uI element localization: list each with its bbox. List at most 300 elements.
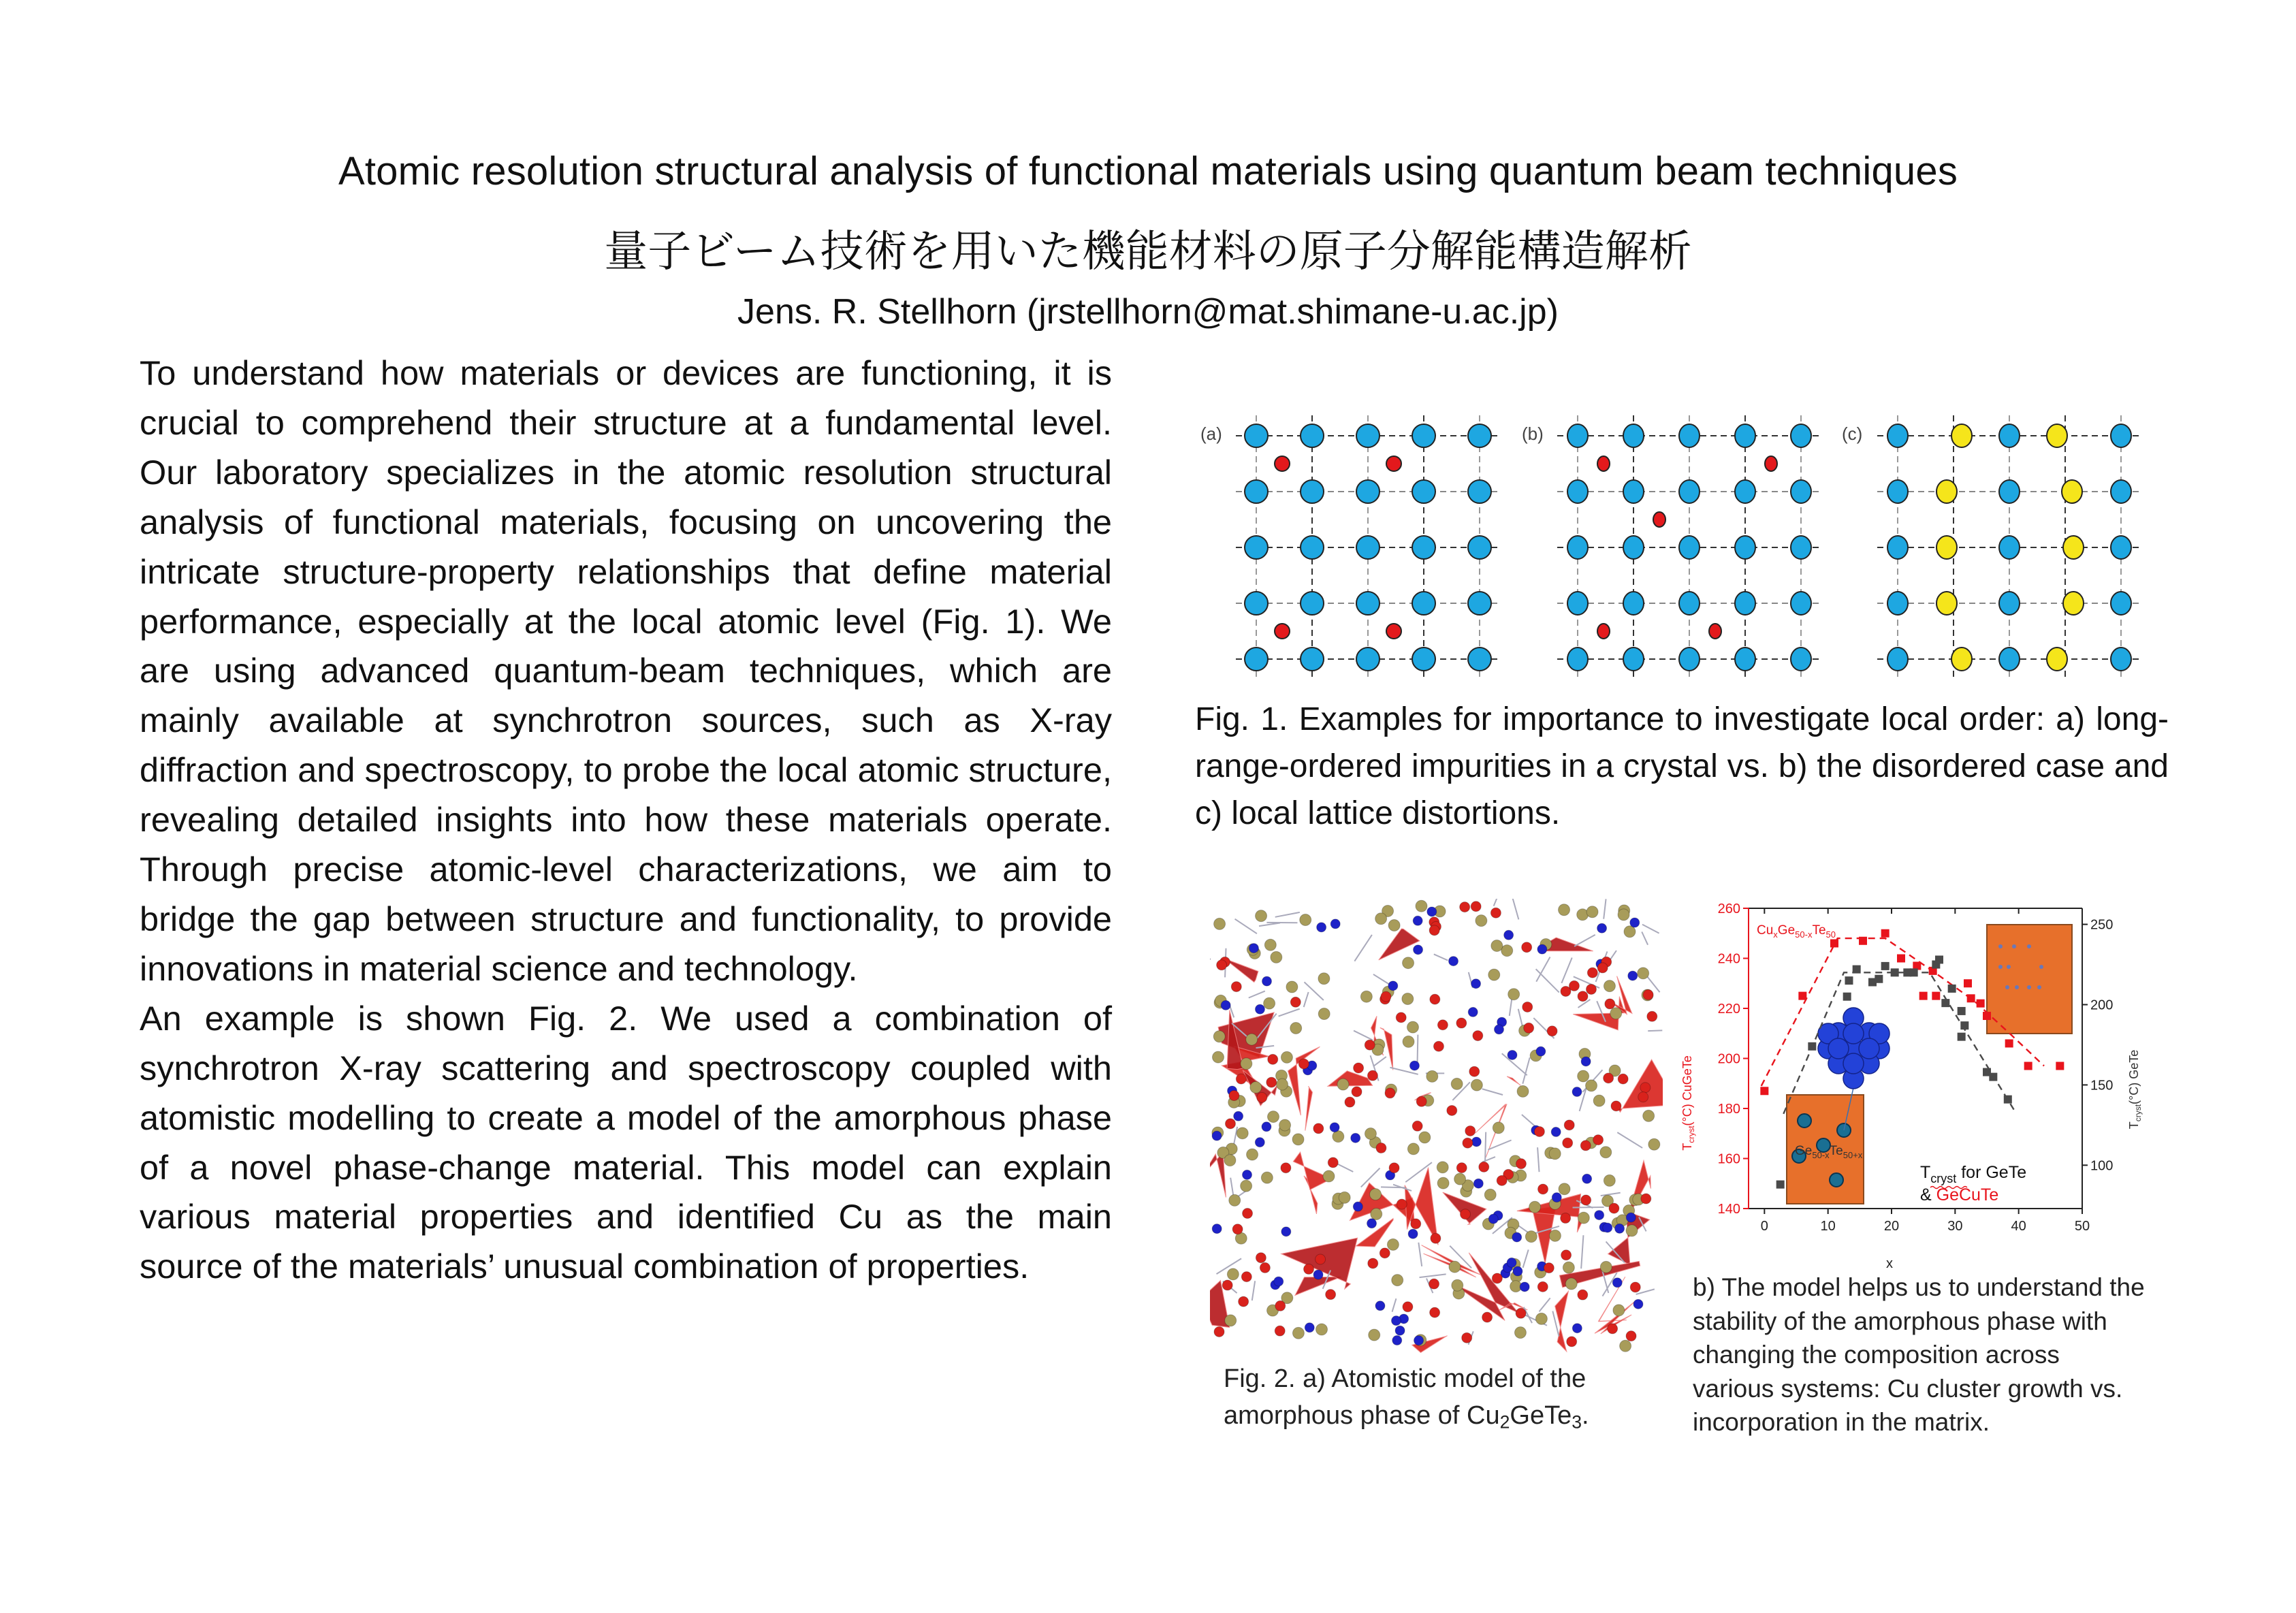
cu-atom <box>1524 1023 1534 1033</box>
te-atom <box>1290 1022 1302 1034</box>
ge-atom <box>1603 1223 1612 1232</box>
cu-atom <box>1456 1163 1467 1173</box>
te-atom <box>1339 1192 1350 1203</box>
bond <box>1648 1030 1662 1031</box>
ge-atom <box>1414 945 1423 955</box>
body-text <box>140 349 1112 1292</box>
data-point <box>1989 1073 1997 1081</box>
y-left-tick-label: 140 <box>1717 1202 1740 1217</box>
cu-atom <box>1569 980 1579 991</box>
ge-atom <box>1572 1087 1582 1097</box>
ge-atom <box>1330 919 1340 929</box>
host-atom <box>1999 480 2020 503</box>
cu-atom <box>1368 1258 1378 1268</box>
cu-atom <box>1416 1096 1426 1106</box>
host-atom <box>1412 424 1435 447</box>
host-atom <box>1356 424 1380 447</box>
bond <box>1373 974 1389 984</box>
x-tick-label: 0 <box>1760 1219 1768 1234</box>
cu-atom <box>1516 1308 1526 1318</box>
cu-atom <box>1462 1332 1472 1343</box>
cu-atom <box>1433 1041 1444 1051</box>
ge-atom <box>1212 1131 1222 1140</box>
te-atom <box>1586 1080 1597 1091</box>
bond <box>1482 1157 1495 1162</box>
cu-atom <box>1643 990 1653 1000</box>
cu-atom <box>1389 1163 1399 1173</box>
te-atom <box>1549 1148 1561 1160</box>
cu-atom <box>1397 1199 1407 1209</box>
cu-polyhedron <box>1507 1076 1520 1085</box>
bond <box>1523 1249 1529 1267</box>
data-point <box>1977 1000 1985 1008</box>
te-atom <box>1501 945 1513 957</box>
te-atom <box>1451 1078 1463 1089</box>
cu-atom <box>1316 1254 1326 1264</box>
te-atom <box>1600 1147 1612 1158</box>
cu-atom <box>1328 1157 1338 1168</box>
cu-atom <box>1522 942 1532 953</box>
cu-atom <box>1641 1194 1651 1204</box>
te-atom <box>1452 1279 1463 1291</box>
host-atom <box>1679 592 1700 615</box>
te-atom <box>1648 1138 1660 1150</box>
te-atom <box>1613 1305 1625 1316</box>
host-atom <box>1567 480 1588 503</box>
fig1-lattice-diagrams <box>1195 409 2169 684</box>
te-atom <box>1578 1212 1589 1224</box>
te-atom <box>1563 1262 1574 1273</box>
cu-polyhedron <box>1422 1245 1481 1277</box>
cu-atom <box>1463 1138 1473 1148</box>
distorted-atom <box>2063 536 2084 559</box>
ge-atom <box>1581 1057 1591 1066</box>
data-point <box>1948 985 1956 993</box>
cu-atom <box>1281 1163 1291 1173</box>
inset-dopant-dot <box>2015 985 2019 989</box>
bond <box>1485 1132 1486 1162</box>
te-atom <box>1277 1079 1288 1090</box>
host-atom <box>1468 592 1491 615</box>
ge-atom <box>1413 916 1422 925</box>
host-atom <box>1468 424 1491 447</box>
impurity-atom <box>1765 456 1777 471</box>
cu-atom <box>1412 1121 1422 1131</box>
bond <box>1249 991 1265 998</box>
host-atom <box>2111 424 2131 447</box>
data-point <box>1910 968 1918 976</box>
host-atom <box>1887 536 1908 559</box>
ge-atom <box>1395 1326 1405 1335</box>
cu-atom <box>1367 1070 1377 1081</box>
bond <box>1536 969 1559 992</box>
te-atom <box>1365 1128 1376 1139</box>
ge-atom <box>1317 923 1326 932</box>
te-atom <box>1578 1070 1589 1082</box>
bond <box>1581 1235 1583 1268</box>
distorted-atom <box>2047 648 2067 671</box>
cu-atom <box>1290 997 1301 1007</box>
host-atom <box>1887 424 1908 447</box>
cu-atom <box>1396 1012 1406 1023</box>
te-atom <box>1604 1175 1615 1186</box>
bond <box>1482 1089 1503 1095</box>
host-atom <box>1735 592 1755 615</box>
host-atom <box>1679 536 1700 559</box>
ge-atom <box>1351 1133 1360 1143</box>
te-atom <box>1559 904 1570 916</box>
ge-atom <box>1595 1211 1604 1220</box>
te-atom <box>1484 1189 1496 1200</box>
cu-atom <box>1447 1105 1457 1115</box>
ge-atom <box>1471 1137 1481 1147</box>
cu-polyhedron <box>1210 1153 1226 1198</box>
data-point <box>2005 1039 2013 1047</box>
distorted-atom <box>1936 536 1957 559</box>
data-point <box>1919 992 1928 1000</box>
bond <box>1259 923 1280 926</box>
cu-atom <box>1581 1195 1591 1205</box>
host-atom <box>1245 424 1268 447</box>
ge-atom <box>1494 1025 1503 1034</box>
te-atom <box>1437 1162 1448 1173</box>
host-atom <box>1887 648 1908 671</box>
bond <box>1574 935 1595 946</box>
chart-legend-line1: $T_{cryst}$ for GeTe <box>1920 1163 2027 1185</box>
host-atom <box>1679 424 1700 447</box>
te-atom <box>1525 1231 1537 1243</box>
ge-atom <box>1468 1007 1478 1017</box>
host-atom <box>1412 536 1435 559</box>
ge-atom <box>1281 1227 1291 1236</box>
data-point <box>1830 939 1838 947</box>
ge-atom <box>1551 1127 1561 1136</box>
host-atom <box>1679 480 1700 503</box>
cu-atom <box>1326 1290 1336 1300</box>
host-atom <box>1791 424 1811 447</box>
ge-atom <box>1353 1202 1362 1211</box>
bond <box>1601 1193 1621 1196</box>
impurity-atom <box>1386 456 1401 471</box>
cu-atom <box>1567 1337 1577 1347</box>
bond <box>1494 899 1503 906</box>
host-atom <box>1412 480 1435 503</box>
y-right-tick-label: 250 <box>2090 917 2114 933</box>
cu-atom <box>1460 1209 1470 1219</box>
fig1-label-c: (c) <box>1842 424 1863 444</box>
te-atom <box>1213 1031 1225 1042</box>
inset-dopant-dot <box>1998 965 2003 969</box>
cu-atom <box>1381 991 1391 1002</box>
bond <box>1537 1147 1539 1172</box>
cu-atom <box>1618 1074 1628 1084</box>
fig1-panel-c <box>1877 415 2141 680</box>
cu-atom <box>1217 960 1227 970</box>
cu-atom <box>1609 1203 1619 1213</box>
data-point <box>1932 992 1940 1000</box>
te-atom <box>1387 1239 1399 1250</box>
distorted-atom <box>2063 592 2084 615</box>
cu-atom <box>1469 1066 1480 1076</box>
ge-atom <box>1249 944 1258 953</box>
title-english: Atomic resolution structural analysis of functional materials using quantum beam techniques <box>338 149 1958 193</box>
te-atom <box>1333 1131 1344 1143</box>
bond <box>1522 1057 1529 1083</box>
bond <box>1536 957 1550 982</box>
cu-atom <box>1522 1002 1533 1012</box>
host-atom <box>1301 424 1324 447</box>
te-atom <box>1407 1021 1418 1033</box>
ge-atom <box>1626 1213 1636 1222</box>
host-atom <box>1356 592 1380 615</box>
inset-cluster <box>1798 1114 1811 1128</box>
host-atom <box>1301 592 1324 615</box>
bond <box>1561 957 1572 983</box>
fig2a-caption-end: . <box>1582 1401 1589 1430</box>
bond <box>1373 1057 1386 1066</box>
te-atom <box>1256 910 1267 922</box>
bond <box>1392 1298 1397 1311</box>
cu-atom <box>1229 1091 1239 1101</box>
bond <box>1354 935 1372 961</box>
ge-atom <box>1612 1278 1622 1288</box>
fig2b-caption-line: b) The model helps us to understand the <box>1693 1273 2145 1301</box>
te-atom <box>1454 1173 1466 1185</box>
ge-atom <box>1255 1138 1264 1147</box>
cu-atom <box>1473 1031 1483 1041</box>
bond <box>1510 899 1518 919</box>
cu-atom <box>1243 1209 1253 1219</box>
data-point <box>1760 1087 1768 1095</box>
impurity-atom <box>1275 456 1290 471</box>
cu-atom <box>1437 1020 1448 1030</box>
te-atom <box>1426 1070 1438 1082</box>
cu-atom <box>1587 968 1597 978</box>
ge-atom <box>1615 1224 1625 1233</box>
data-point <box>1935 955 1943 963</box>
ge-atom <box>1375 1301 1385 1311</box>
fig2b-caption-line: incorporation in the matrix. <box>1693 1408 1990 1436</box>
bond <box>1642 925 1659 933</box>
te-atom <box>1403 1036 1414 1047</box>
ge-atom <box>1508 1050 1517 1059</box>
host-atom <box>1999 648 2020 671</box>
cu-atom <box>1465 1125 1476 1136</box>
body-paragraph-1: To understand how materials or devices are functioning, it is crucial to comprehend their structure at a fundamental level. Our laboratory specializes in the atomic resolution structural analysis of functional materials, focusing on uncovering the intricate structure-property relationships that define material performance, especially at the local atomic level (Fig. 1). We are using advanced quantum-beam techniques, which are mainly available at synchrotron sources, such as X-ray diffraction and spectroscopy, to probe the local atomic structure, revealing detailed insights into how these materials operate. Through precise atomic-level characterizations, we aim to bridge the gap between structure and functionality, to provide innovations in material science and technology. <box>140 353 1112 988</box>
cu-polyhedron <box>1379 929 1420 960</box>
data-point <box>1967 994 1975 1002</box>
te-atom <box>1392 1275 1403 1286</box>
ge-atom <box>1513 1266 1522 1276</box>
cu-atom <box>1608 1324 1618 1334</box>
cu-atom <box>1380 1248 1390 1258</box>
data-point <box>1798 992 1806 1000</box>
bond <box>1210 959 1211 967</box>
data-point <box>1808 1042 1816 1051</box>
fig1-label-b: (b) <box>1522 424 1544 444</box>
cu-atom <box>1430 1307 1440 1317</box>
ge-atom <box>1504 930 1514 940</box>
data-point <box>1941 999 1949 1007</box>
host-atom <box>1887 480 1908 503</box>
cu-atom <box>1597 963 1608 973</box>
cu-atom <box>1605 999 1615 1009</box>
cu-atom <box>1580 1140 1591 1151</box>
impurity-atom <box>1709 624 1721 639</box>
bond <box>1354 1031 1373 1040</box>
te-atom <box>1213 1051 1224 1063</box>
distorted-atom <box>2062 480 2082 503</box>
ge-atom <box>1367 1219 1377 1228</box>
cu-atom <box>1268 1054 1278 1064</box>
cu-atom <box>1482 1312 1493 1322</box>
bond <box>1510 1000 1512 1016</box>
cu-atom <box>1479 1162 1489 1172</box>
cu-atom <box>1225 1119 1235 1129</box>
ge-atom <box>1582 1174 1592 1183</box>
cu-atom <box>1411 1219 1421 1229</box>
chart-legend-line2: & GeCuTe <box>1920 1185 1999 1204</box>
bond <box>1434 954 1448 960</box>
fig2a-caption-mid: GeTe <box>1510 1401 1572 1430</box>
y-right-tick-label: 150 <box>2090 1078 2114 1093</box>
cu-atom <box>1429 1279 1439 1289</box>
data-point <box>1881 929 1890 938</box>
cu-atom <box>1647 1011 1657 1021</box>
inset-dopant-dot <box>2012 944 2016 948</box>
cu-atom <box>1345 1097 1355 1107</box>
data-point <box>2024 1062 2032 1070</box>
host-atom <box>1468 648 1491 671</box>
host-atom <box>1356 536 1380 559</box>
te-atom <box>1388 920 1400 931</box>
cu-atom <box>1544 1263 1554 1273</box>
te-atom <box>1529 1201 1541 1213</box>
te-atom <box>1292 1134 1304 1145</box>
te-atom <box>1604 980 1615 992</box>
cu-atom <box>1403 1302 1413 1312</box>
data-point <box>1983 1012 1991 1020</box>
y-left-tick-label: 220 <box>1717 1002 1740 1017</box>
impurity-atom <box>1275 624 1290 639</box>
cu-atom <box>1275 1326 1285 1336</box>
te-atom <box>1227 1268 1239 1280</box>
te-atom <box>1449 1261 1461 1273</box>
host-atom <box>1791 480 1811 503</box>
bond <box>1252 1281 1255 1300</box>
fig2a-caption-text: Fig. 2. a) Atomistic model of the amorphous phase of Cu <box>1224 1364 1587 1430</box>
inset-dopant-dot <box>2027 985 2031 989</box>
host-atom <box>1356 648 1380 671</box>
cu-atom <box>1638 1092 1648 1102</box>
host-atom <box>1301 648 1324 671</box>
cu-atom <box>1385 1088 1395 1098</box>
ge-atom <box>1473 1179 1483 1188</box>
te-atom <box>1247 1149 1258 1160</box>
fig2a-caption-sub1: 2 <box>1499 1411 1510 1433</box>
te-atom <box>1549 1230 1561 1241</box>
x-tick-label: 20 <box>1883 1219 1900 1234</box>
cu-atom <box>1266 1077 1277 1087</box>
fig1-panel-b <box>1557 415 1821 680</box>
host-atom <box>1999 592 2020 615</box>
ge-atom <box>1572 1324 1582 1333</box>
host-atom <box>1468 480 1491 503</box>
ge-atom <box>1630 918 1640 927</box>
bond <box>1418 1243 1422 1266</box>
te-atom <box>1214 918 1226 929</box>
te-atom <box>1600 1261 1612 1273</box>
host-atom <box>1791 592 1811 615</box>
ge-atom <box>1552 1193 1561 1202</box>
ge-atom <box>1512 1232 1522 1242</box>
cu-atom <box>1611 1101 1621 1111</box>
y-right-tick-label: 200 <box>2090 997 2114 1013</box>
cu-atom <box>1239 1296 1249 1307</box>
bond <box>1540 1298 1550 1311</box>
ge-atom <box>1388 981 1398 991</box>
host-atom <box>1791 648 1811 671</box>
ge-atom <box>1408 1229 1418 1239</box>
host-atom <box>2111 480 2131 503</box>
cu-atom <box>1859 1038 1879 1059</box>
bond <box>1304 992 1309 1007</box>
fig2b-caption-line: stability of the amorphous phase with <box>1693 1307 2107 1335</box>
te-atom <box>1407 1143 1419 1155</box>
cu-atom <box>1516 1159 1526 1169</box>
inset-dopant-dot <box>2005 985 2009 989</box>
bond <box>1279 1009 1300 1017</box>
cu-atom <box>1313 1123 1324 1134</box>
x-tick-label: 30 <box>1947 1219 1963 1234</box>
cu-atom <box>1298 1059 1309 1069</box>
host-atom <box>1887 592 1908 615</box>
fig1-caption: Fig. 1. Examples for importance to investigate local order: a) long-range-ordered impurities in a crystal vs. b) the disordered case and c) local lattice distortions. <box>1195 701 2169 831</box>
host-atom <box>1735 536 1755 559</box>
te-atom <box>1279 1119 1291 1131</box>
data-point <box>2056 1062 2064 1070</box>
cu-atom <box>1260 1262 1270 1273</box>
body-paragraph-2: An example is shown Fig. 2. We used a combination of synchrotron X-ray scattering and spectroscopy coupled with atomistic modelling to create a model of the amorphous phase of a novel phase-change material. This model can explain various material properties and identified Cu as the main source of the materials’ unusual combination of properties. <box>140 998 1112 1286</box>
te-atom <box>1517 1085 1529 1097</box>
distorted-atom <box>1951 648 1972 671</box>
te-atom <box>1491 940 1503 952</box>
fig2b-caption-line: changing the composition across <box>1693 1341 2060 1369</box>
y-left-tick-label: 180 <box>1717 1102 1740 1117</box>
host-atom <box>1245 480 1268 503</box>
te-atom <box>1437 1177 1449 1189</box>
ge-atom <box>1449 957 1458 966</box>
cu-atom <box>1352 1087 1362 1097</box>
ge-atom <box>1597 923 1607 933</box>
ge-atom <box>1274 1277 1283 1286</box>
impurity-atom <box>1597 456 1610 471</box>
fig2b-chart <box>1675 885 2165 1280</box>
host-atom <box>2111 536 2131 559</box>
te-atom <box>1626 1225 1638 1236</box>
te-atom <box>1559 1183 1570 1195</box>
cu-atom <box>1640 1083 1651 1093</box>
te-atom <box>1264 939 1276 951</box>
host-atom <box>1245 648 1268 671</box>
impurity-atom <box>1653 512 1665 527</box>
host-atom <box>1623 648 1644 671</box>
x-axis-label: x <box>1886 1256 1893 1271</box>
ge-atom <box>1313 1270 1323 1279</box>
data-point <box>2004 1096 2012 1104</box>
ge-atom <box>1409 1061 1419 1070</box>
fig2a-atomistic-model <box>1210 899 1663 1354</box>
